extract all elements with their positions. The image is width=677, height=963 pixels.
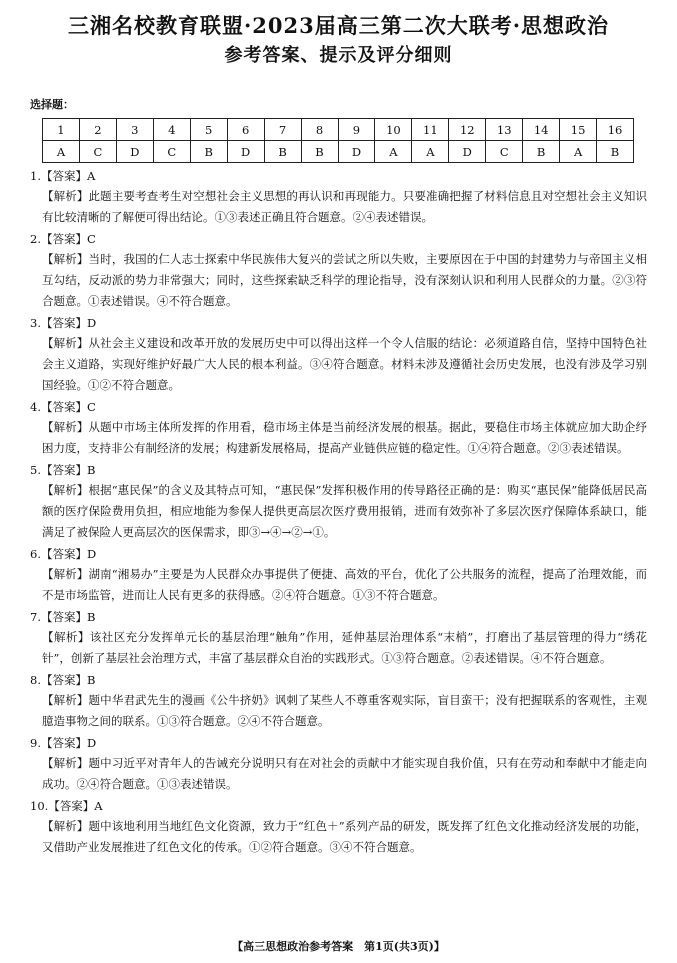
list-item <box>30 608 647 669</box>
table-cell-number: 6 <box>227 119 264 141</box>
explanation-text: 【解析】题中华君武先生的漫画《公牛挤奶》讽刺了某些人不尊重客观实际，盲目蛮干；没有把握联系的客观性，主观臆造事物之间的联系。①③符合题意。②④不符合题意。 <box>42 693 647 728</box>
explanation-text: 【解析】从社会主义建设和改革开放的发展历史中可以得出这样一个令人信服的结论：必须道路自信，坚持中国特色社会主义道路，实现好维护好最广大人民的根本利益。③④符合题意。材料未涉及遵循社会历史发展，也没有涉及学习别国经验。①②不符合题意。 <box>42 336 647 392</box>
explanation-text: 【解析】当时，我国的仁人志士探索中华民族伟大复兴的尝试之所以失败，主要原因在于中国的封建势力与帝国主义相互勾结，反动派的势力非常强大；同时，这些探索缺乏科学的理论指导，没有深刻认识和利用人民群众的力量。②③符合题意。①表述错误。④不符合题意。 <box>42 252 647 308</box>
explanation-text: 【解析】此题主要考查考生对空想社会主义思想的再认识和再现能力。只要准确把握了材料信息且对空想社会主义知识有比较清晰的了解便可得出结论。①③表述正确且符合题意。②④表述错误。 <box>42 189 647 224</box>
table-cell-answer: A <box>412 141 449 163</box>
table-cell-number: 2 <box>79 119 116 141</box>
answer-line: 8.【答案】B <box>30 673 96 687</box>
list-item <box>30 398 647 459</box>
answer-table-answer-row <box>43 141 634 163</box>
table-cell-number: 16 <box>597 119 634 141</box>
list-item <box>30 671 647 732</box>
table-cell-answer: A <box>375 141 412 163</box>
table-cell-number: 4 <box>153 119 190 141</box>
list-item <box>30 545 647 606</box>
table-cell-number: 5 <box>190 119 227 141</box>
table-cell-number: 7 <box>264 119 301 141</box>
table-cell-answer: B <box>264 141 301 163</box>
list-item <box>30 797 647 858</box>
table-cell-answer: A <box>560 141 597 163</box>
answer-line: 5.【答案】B <box>30 463 96 477</box>
table-cell-number: 8 <box>301 119 338 141</box>
list-item <box>30 314 647 396</box>
section-label: 选择题： <box>30 98 74 111</box>
explanation-text: 【解析】根据“惠民保”的含义及其特点可知，“惠民保”发挥积极作用的传导路径正确的是：购买“惠民保”能降低居民高额的医疗保险费用负担，相应地能为参保人提供更高层次医疗费用报销，进而有效弥补了多层次医疗保障体系缺口，能满足了被保险人更高层次的医保需求，即③→④→②→①。 <box>42 483 647 539</box>
table-cell-answer: C <box>153 141 190 163</box>
table-cell-answer: A <box>43 141 80 163</box>
table-cell-answer: B <box>597 141 634 163</box>
table-cell-number: 12 <box>449 119 486 141</box>
table-cell-answer: D <box>449 141 486 163</box>
table-cell-number: 15 <box>560 119 597 141</box>
answer-table-number-row <box>43 119 634 141</box>
list-item <box>30 230 647 312</box>
answer-table <box>42 118 634 163</box>
table-cell-number: 14 <box>523 119 560 141</box>
table-cell-answer: D <box>338 141 375 163</box>
document-title: 三湘名校教育联盟·2023届高三第二次大联考·思想政治 <box>67 13 610 38</box>
table-cell-number: 9 <box>338 119 375 141</box>
answer-line: 4.【答案】C <box>30 400 96 414</box>
document-subtitle: 参考答案、提示及评分细则 <box>224 45 453 66</box>
explanation-text: 【解析】从题中市场主体所发挥的作用看，稳市场主体是当前经济发展的根基。据此，要稳住市场主体就应加大助企纾困力度，支持非公有制经济的发展；构建新发展格局，提高产业链供应链的稳定性。①④符合题意。②③表述错误。 <box>42 420 647 455</box>
explanation-text: 【解析】题中习近平对青年人的告诫充分说明只有在对社会的贡献中才能实现自我价值，只有在劳动和奉献中才能走向成功。②④符合题意。①③表述错误。 <box>42 756 647 791</box>
answer-line: 9.【答案】D <box>30 736 97 750</box>
answer-explanations <box>30 167 647 858</box>
answer-line: 1.【答案】A <box>30 169 96 183</box>
list-item <box>30 167 647 228</box>
page-footer: 【高三思想政治参考答案 第1页(共3页)】 <box>232 940 445 953</box>
explanation-text: 【解析】湖南“湘易办”主要是为人民群众办事提供了便捷、高效的平台，优化了公共服务的流程，提高了治理效能，而不是市场监管，进而让人民有更多的获得感。②④符合题意。①③不符合题意。 <box>42 567 647 602</box>
list-item <box>30 734 647 795</box>
answer-line: 10.【答案】A <box>30 799 103 813</box>
table-cell-number: 13 <box>486 119 523 141</box>
table-cell-number: 10 <box>375 119 412 141</box>
explanation-text: 【解析】该社区充分发挥单元长的基层治理“触角”作用，延伸基层治理体系“末梢”，打磨出了基层管理的得力“绣花针”，创新了基层社会治理方式，丰富了基层群众自治的实践形式。①③符合题意。②表述错误。④不符合题意。 <box>42 630 647 665</box>
table-cell-number: 11 <box>412 119 449 141</box>
table-cell-answer: C <box>486 141 523 163</box>
table-cell-answer: D <box>116 141 153 163</box>
answer-line: 3.【答案】D <box>30 316 97 330</box>
table-cell-answer: C <box>79 141 116 163</box>
table-cell-answer: B <box>301 141 338 163</box>
answer-line: 7.【答案】B <box>30 610 96 624</box>
explanation-text: 【解析】题中该地利用当地红色文化资源，致力于“红色＋”系列产品的研发，既发挥了红色文化推动经济发展的功能，又借助产业发展推进了红色文化的传承。①②符合题意。③④不符合题意。 <box>42 819 647 854</box>
table-cell-answer: B <box>523 141 560 163</box>
table-cell-answer: B <box>190 141 227 163</box>
table-cell-number: 1 <box>43 119 80 141</box>
table-cell-number: 3 <box>116 119 153 141</box>
table-cell-answer: D <box>227 141 264 163</box>
answer-line: 6.【答案】D <box>30 547 97 561</box>
list-item <box>30 461 647 543</box>
answer-line: 2.【答案】C <box>30 232 96 246</box>
